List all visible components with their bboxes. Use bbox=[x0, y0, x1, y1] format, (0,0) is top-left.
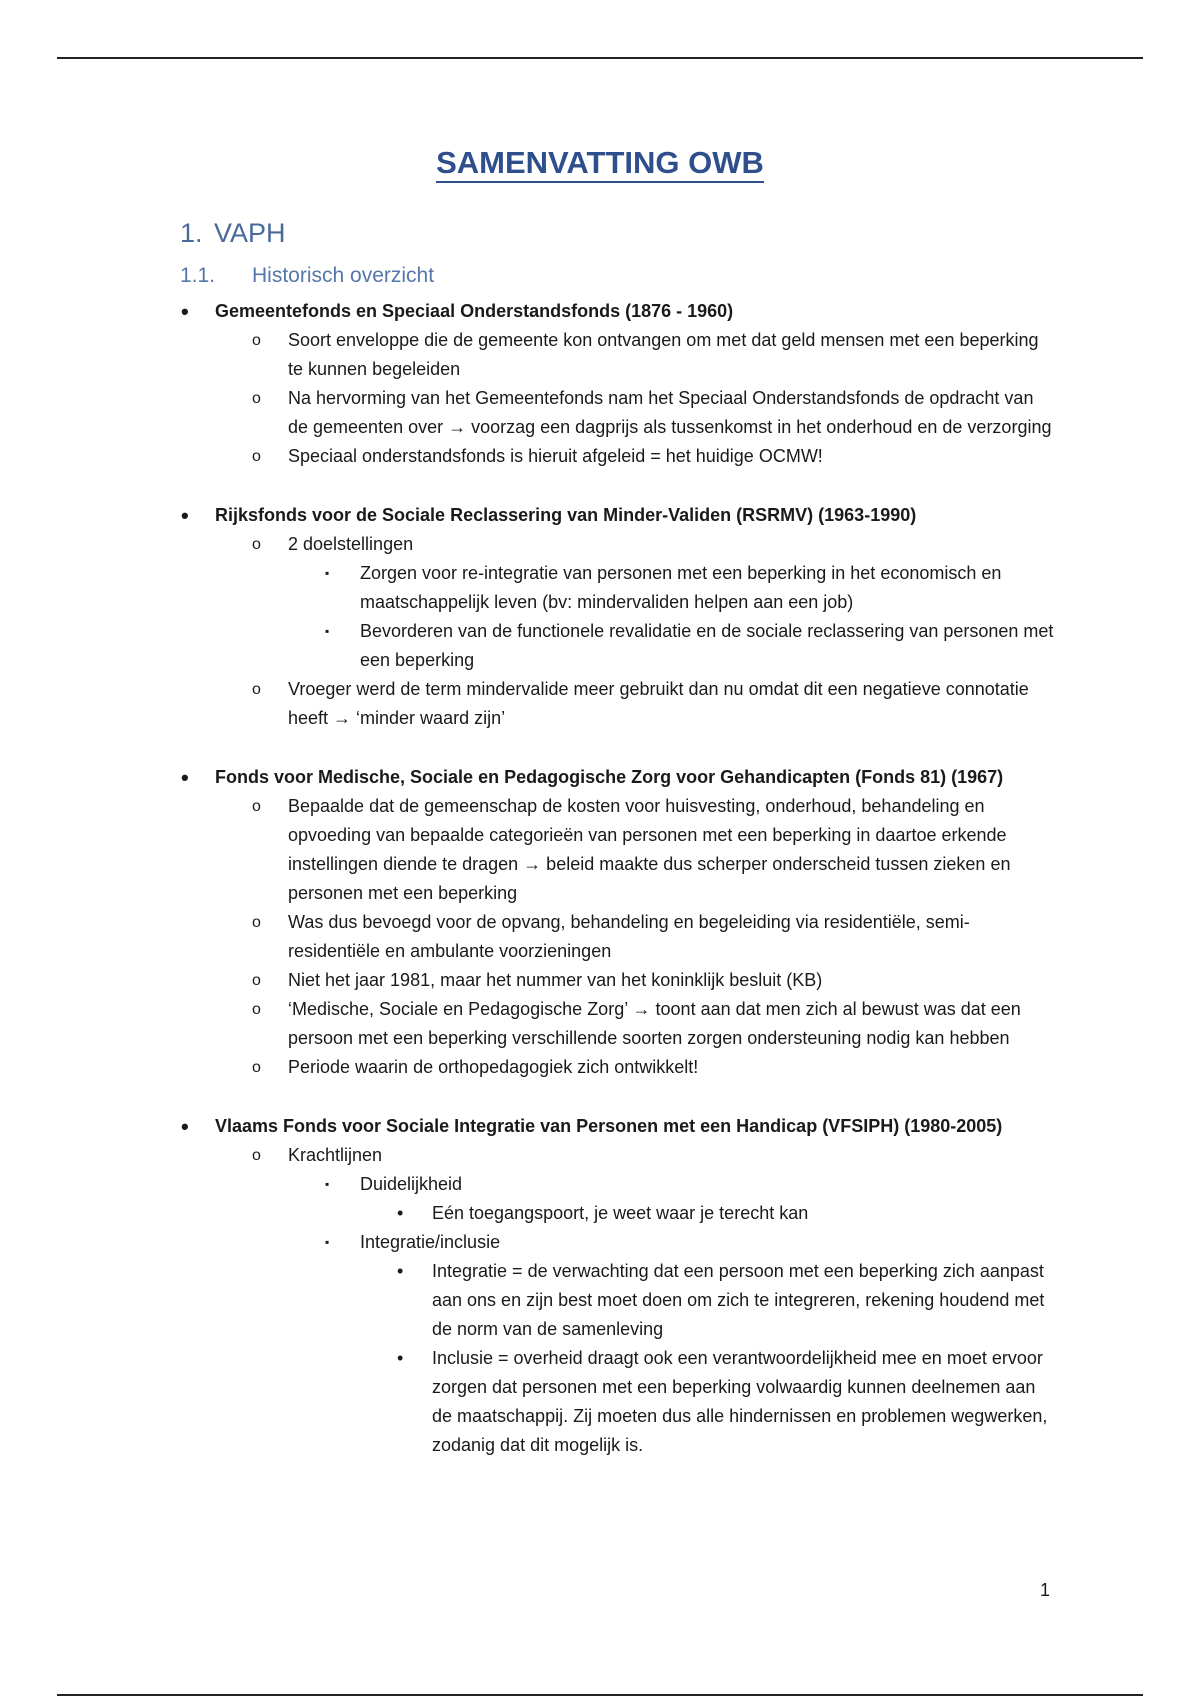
bullet-icon: • bbox=[181, 765, 189, 790]
heading-1-text: VAPH bbox=[214, 218, 286, 248]
sub-sub-list-item: • Integratie = de verwachting dat een persoon met een beperking zich aanpast aan ons en zijn best moet doen om zich te integreren, rekening houdend met de norm van de samenleving bbox=[432, 1257, 1057, 1344]
sub-sub-list-item: • Inclusie = overheid draagt ook een verantwoordelijkheid mee en moet ervoor zorgen dat personen met een beperking volwaardig kunnen deelnemen aan de maatschappij. Zij moeten dus alle hindernissen en problemen wegwerken, zodanig dat dit mogelijk is. bbox=[432, 1344, 1057, 1460]
heading-2-text: Historisch overzicht bbox=[252, 264, 435, 287]
sub-list-item: ▪ Zorgen voor re-integratie van personen met een beperking in het economisch en maatschappelijk leven (bv: mindervaliden helpen aan een job) bbox=[360, 559, 1060, 617]
circle-bullet-icon: o bbox=[252, 798, 261, 815]
list-item: o Periode waarin de orthopedagogiek zich ontwikkelt! bbox=[288, 1053, 1058, 1082]
circle-bullet-icon: o bbox=[252, 536, 261, 553]
list-item: o 2 doelstellingen bbox=[288, 530, 1058, 559]
dot-bullet-icon: • bbox=[397, 1203, 404, 1223]
circle-bullet-icon: o bbox=[252, 1147, 261, 1164]
document-body bbox=[0, 297, 1200, 1460]
header-rule bbox=[57, 57, 1143, 59]
bullet-icon: • bbox=[181, 1114, 189, 1139]
list-item: o ‘Medische, Sociale en Pedagogische Zorg’ → toont aan dat men zich al bewust was dat een persoon met een beperking verschillende soorten zorgen ondersteuning nodig kan hebben bbox=[288, 995, 1058, 1053]
circle-bullet-icon: o bbox=[252, 332, 261, 349]
list-item: o Soort enveloppe die de gemeente kon ontvangen om met dat geld mensen met een beperking te kunnen begeleiden bbox=[288, 326, 1058, 384]
bullet-icon: • bbox=[181, 503, 189, 528]
sub-sub-list-item: • Eén toegangspoort, je weet waar je terecht kan bbox=[432, 1199, 1057, 1228]
circle-bullet-icon: o bbox=[252, 972, 261, 989]
document-title: SAMENVATTING OWB bbox=[0, 145, 1200, 181]
heading-1 bbox=[180, 218, 286, 249]
heading-2 bbox=[180, 264, 434, 288]
list-item: o Vroeger werd de term mindervalide meer gebruikt dan nu omdat dit een negatieve connotatie heeft → ‘minder waard zijn’ bbox=[288, 675, 1058, 733]
section-title: • Rijksfonds voor de Sociale Reclassering van Minder-Validen (RSRMV) (1963-1990) bbox=[181, 503, 917, 528]
list-item: o Speciaal onderstandsfonds is hieruit afgeleid = het huidige OCMW! bbox=[288, 442, 1058, 471]
square-bullet-icon: ▪ bbox=[325, 1235, 330, 1249]
footer-rule bbox=[57, 1694, 1143, 1696]
section-title: • Gemeentefonds en Speciaal Onderstandsfonds (1876 - 1960) bbox=[181, 299, 734, 324]
list-item: o Niet het jaar 1981, maar het nummer van het koninklijk besluit (KB) bbox=[288, 966, 1058, 995]
section-title: • Fonds voor Medische, Sociale en Pedagogische Zorg voor Gehandicapten (Fonds 81) (1967) bbox=[181, 765, 1004, 790]
square-bullet-icon: ▪ bbox=[325, 1177, 330, 1191]
sub-list-item: ▪ Integratie/inclusie bbox=[360, 1228, 1060, 1257]
circle-bullet-icon: o bbox=[252, 1059, 261, 1076]
square-bullet-icon: ▪ bbox=[325, 624, 330, 638]
section-title: • Vlaams Fonds voor Sociale Integratie van Personen met een Handicap (VFSIPH) (1980-2005) bbox=[181, 1114, 1003, 1139]
heading-1-number: 1. bbox=[180, 218, 203, 248]
dot-bullet-icon: • bbox=[397, 1348, 404, 1368]
sub-list-item: ▪ Bevorderen van de functionele revalidatie en de sociale reclassering van personen met een beperking bbox=[360, 617, 1060, 675]
list-item: o Was dus bevoegd voor de opvang, behandeling en begeleiding via residentiële, semi-residentiële en ambulante voorzieningen bbox=[288, 908, 1058, 966]
circle-bullet-icon: o bbox=[252, 681, 261, 698]
sub-list-item: ▪ Duidelijkheid bbox=[360, 1170, 1060, 1199]
list-item: o Krachtlijnen bbox=[288, 1141, 1058, 1170]
list-item: o Bepaalde dat de gemeenschap de kosten voor huisvesting, onderhoud, behandeling en opvoeding van bepaalde categorieën van personen met een beperking in daartoe erkende instellingen diende te dragen → beleid maakte dus scherper onderscheid tussen zieken en personen met een beperking bbox=[288, 792, 1058, 908]
circle-bullet-icon: o bbox=[252, 448, 261, 465]
bullet-icon: • bbox=[181, 299, 189, 324]
list-item: o Na hervorming van het Gemeentefonds nam het Speciaal Onderstandsfonds de opdracht van de gemeenten over → voorzag een dagprijs als tussenkomst in het onderhoud en de verzorging bbox=[288, 384, 1058, 442]
circle-bullet-icon: o bbox=[252, 390, 261, 407]
heading-2-number: 1.1. bbox=[180, 264, 216, 287]
dot-bullet-icon: • bbox=[397, 1261, 404, 1281]
circle-bullet-icon: o bbox=[252, 914, 261, 931]
page-number: 1 bbox=[1040, 1580, 1051, 1600]
circle-bullet-icon: o bbox=[252, 1001, 261, 1018]
square-bullet-icon: ▪ bbox=[325, 566, 330, 580]
